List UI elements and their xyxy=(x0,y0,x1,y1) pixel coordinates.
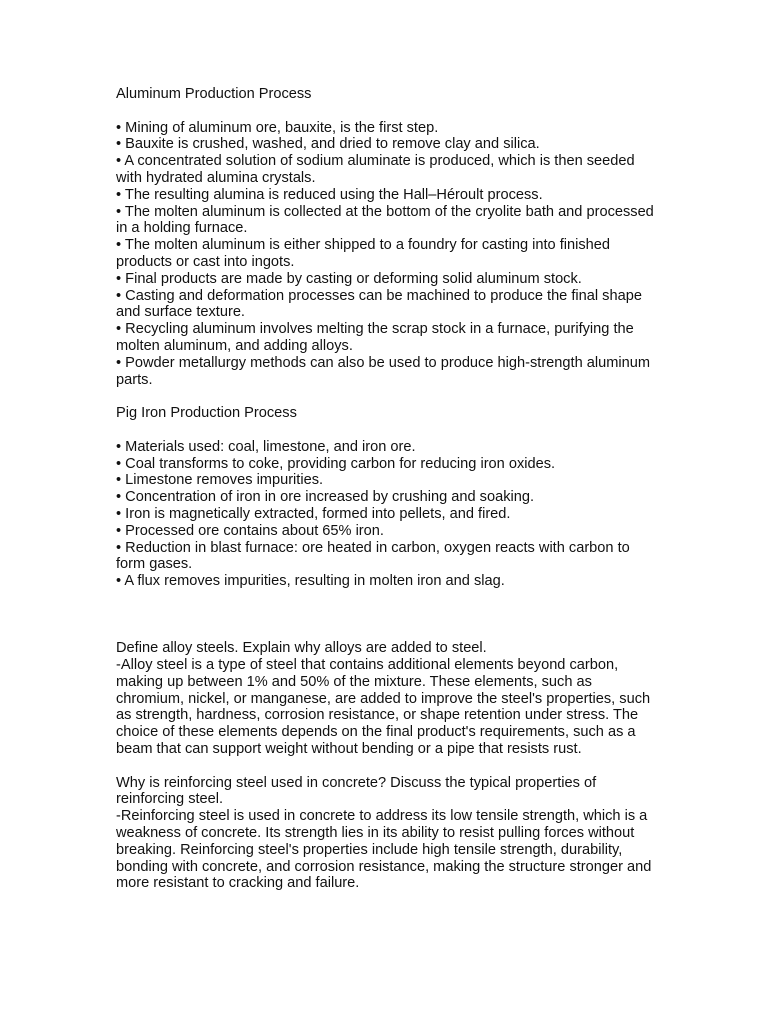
bullet-item: • The resulting alumina is reduced using the Hall–Héroult process. xyxy=(116,186,543,203)
answer-text: -Alloy steel is a type of steel that contains additional elements beyond carbon, making up between 1% and 50% of the mixture. These elements, such as chromium, nickel, or manganese, are added to improve the steel's properties, such as strength, hardness, corrosion resistance, or shape retention under stress. The choice of these elements depends on the final product's requirements, such as a beam that can support weight without bending or a pipe that resists rust. xyxy=(116,657,651,758)
spacer xyxy=(116,758,656,775)
spacer xyxy=(116,422,656,439)
bullet-item: • Powder metallurgy methods can also be used to produce high-strength aluminum parts. xyxy=(116,354,651,388)
spacer xyxy=(116,388,656,405)
bullet-item: • Casting and deformation processes can be machined to produce the final shape and surface texture. xyxy=(116,287,642,321)
spacer xyxy=(116,590,656,640)
bullet-item: • Recycling aluminum involves melting the scrap stock in a furnace, purifying the molten aluminum, and adding alloys. xyxy=(116,321,634,354)
bullet-item: • The molten aluminum is either shipped to a foundry for casting into finished products or cast into ingots. xyxy=(116,237,610,270)
alloy-steels-section xyxy=(116,640,656,758)
bullet-item: • Iron is magnetically extracted, formed into pellets, and fired. xyxy=(116,505,511,522)
bullet-item: • The molten aluminum is collected at the bottom of the cryolite bath and processed in a holding furnace. xyxy=(116,203,654,237)
spacer xyxy=(116,103,656,120)
section-title: Pig Iron Production Process xyxy=(116,405,297,422)
reinforcing-steel-section xyxy=(116,775,656,893)
question-text: Define alloy steels. Explain why alloys are added to steel. xyxy=(116,640,487,657)
aluminum-section xyxy=(116,86,656,388)
bullet-item: • Concentration of iron in ore increased by crushing and soaking. xyxy=(116,489,535,506)
question-text: Why is reinforcing steel used in concrete? Discuss the typical properties of reinforcing steel. xyxy=(116,774,597,808)
bullet-item: • A flux removes impurities, resulting in molten iron and slag. xyxy=(116,573,505,590)
bullet-item: • Reduction in blast furnace: ore heated in carbon, oxygen reacts with carbon to form gases. xyxy=(116,539,630,573)
bullet-item: • Final products are made by casting or deforming solid aluminum stock. xyxy=(116,270,582,287)
answer-text: -Reinforcing steel is used in concrete to address its low tensile strength, which is a weakness of concrete. Its strength lies in its ability to resist pulling forces without breaking. Reinforcing steel's properties include high tensile strength, durability, bonding with concrete, and corrosion resistance, making the structure stronger and more resistant to cracking and failure. xyxy=(116,808,652,892)
bullet-item: • A concentrated solution of sodium aluminate is produced, which is then seeded with hydrated alumina crystals. xyxy=(116,153,635,186)
bullet-item: • Mining of aluminum ore, bauxite, is the first step. xyxy=(116,119,439,136)
bullet-item: • Coal transforms to coke, providing carbon for reducing iron oxides. xyxy=(116,455,556,472)
bullet-item: • Bauxite is crushed, washed, and dried to remove clay and silica. xyxy=(116,136,540,153)
document-page xyxy=(116,86,656,892)
pig-iron-section xyxy=(116,405,656,590)
section-title: Aluminum Production Process xyxy=(116,86,312,102)
bullet-item: • Materials used: coal, limestone, and iron ore. xyxy=(116,438,416,455)
bullet-item: • Processed ore contains about 65% iron. xyxy=(116,522,384,539)
bullet-item: • Limestone removes impurities. xyxy=(116,472,324,489)
